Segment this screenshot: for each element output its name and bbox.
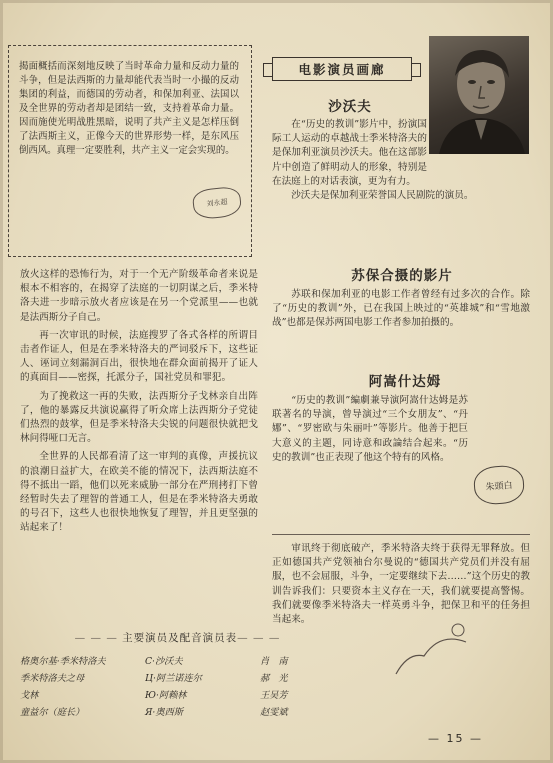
cast-actor: C·沙沃夫 bbox=[145, 656, 183, 667]
director-heading: 阿嵩什达姆 bbox=[368, 374, 442, 390]
artist-stamp: 刘永超 bbox=[192, 186, 243, 221]
cast-actor: Я·奥西斯 bbox=[145, 707, 183, 718]
left-column bbox=[20, 268, 258, 540]
actor-profile bbox=[272, 118, 532, 203]
left-paragraph: 全世界的人民都看清了这一审判的真像，声援抗议的浪潮日益扩大，在欧美不能的情况下，法西斯法庭不得不抵出一蹈，他们以死来威胁一部分在严刑拷打下曾经暂时失去了理智的普通工人，但是在季米特洛夫勇敢的号召下，这些人也很快地恢复了理智，并且更坚强的站起来了！ bbox=[20, 451, 258, 534]
cast-table-heading: — — — 主要演员及配音演员表 — — — bbox=[20, 630, 335, 645]
left-paragraph: 为了挽救这一再的失败，法西斯分子戈林亲自出阵了，他的暴露反共演说赢得了听众席上法西斯分子党徒们热烈的鼓掌，但是季米特洛夫尖锐的问题很快就把戈林问得哑口无言。 bbox=[20, 390, 258, 445]
co-production-text: 苏联和保加利亚的电影工作者曾经有过多次的合作。除了“历史的教训”外，已在我国上映过的“英雄城”和“雪地激战”也都是保苏两国电影工作者参加拍摄的。 bbox=[272, 289, 530, 329]
section-banner: 电影演员画廊 bbox=[272, 57, 412, 81]
page-number: — 15 — bbox=[428, 732, 483, 745]
cast-role: 戈林 bbox=[20, 690, 39, 701]
actor-heading: 沙沃夫 bbox=[328, 99, 372, 115]
cast-voice: 郝 光 bbox=[260, 673, 288, 684]
cast-role: 季米特洛夫之母 bbox=[20, 673, 85, 684]
co-production-heading: 苏保合摄的影片 bbox=[351, 268, 453, 284]
cast-voice: 肖 南 bbox=[260, 656, 288, 667]
left-paragraph: 放火这样的恐怖行为，对于一个无产阶级革命者来说是根本不相容的，在揭穿了法庭的一切阴谋之后，季米特洛夫进一步暗示放火者应该是在另一个党派里——也就是法西斯分子自己。 bbox=[20, 269, 258, 323]
divider bbox=[272, 534, 530, 535]
closing-text: 审讯终于彻底破产，季米特洛夫终于获得无罪释放。但正如德国共产党领袖台尔曼说的“德国共产党员们并没有屈服，也不会屈服，斗争，一定要继续下去……”这个历史的教训告诉我们：只要资本主义存在一天，我们就要提高警惕。我们就要像季米特洛夫一样英勇斗争，把保卫和平的任务担当起来。 bbox=[272, 543, 530, 626]
cast-actor: Ю·阿赖林 bbox=[145, 690, 187, 701]
cast-role: 格奥尔基·季米特洛夫 bbox=[20, 656, 106, 667]
cast-table bbox=[20, 630, 335, 721]
cast-row bbox=[20, 704, 335, 721]
decorative-illustration-icon bbox=[388, 612, 478, 682]
cast-voice: 赵雯斌 bbox=[260, 707, 288, 718]
boxed-article bbox=[8, 45, 252, 257]
boxed-article-text: 揭面概括而深刻地反映了当时革命力量和反动力量的斗争，但是法西斯的力量却能代表当时一小撮的反动集团的利益，而德国的劳动者，和保加利亚、法国以及全世界的劳动者却是团结一致，支持着革命力量。因而施使光明战胜黑暗，说明了共产主义是怎样压倒了法西斯主义，正像今天的世界形势一样，是东风压倒西风。真理一定要胜利，共产主义一定会实现的。 bbox=[19, 61, 239, 156]
director-profile-text: “历史的教训”編劇兼导演阿嵩什达姆是苏联著名的导演，曾导演过“三个女朋友”、“丹娜”、“罗密欧与朱丽叶”等影片。他善于把巨大意义的主题，同诗意和政論结合起来。“历史的教训”也正表现了他这个特有的风格。 bbox=[272, 395, 468, 463]
left-paragraph: 再一次审讯的时候，法庭搜罗了各式各样的所谓目击者作证人，但是在季米特洛夫的严词驳斥下，这些证人、诬词立刻漏洞百出，很快地在群众面前揭开了证人的真面目——密探，托派分子，国社党员和罪犯。 bbox=[20, 329, 258, 384]
cast-actor: Ц·阿兰诺连尔 bbox=[145, 673, 202, 684]
cast-role: 童益尔（庭长） bbox=[20, 707, 85, 718]
cast-voice: 王吴芳 bbox=[260, 690, 288, 701]
actor-profile-text: 在“历史的教训”影片中，扮演国际工人运动的卓越战士季米特洛夫的是保加利亚演员沙沃夫。他在这部影片中创造了鲜明动人的形象，特别是在法庭上的对话表演，更为有力。 bbox=[272, 119, 427, 187]
artist-stamp: 朱頭白 bbox=[473, 464, 526, 505]
actor-profile-text-2: 沙沃夫是保加利亚荣誉国人民剧院的演员。 bbox=[291, 190, 474, 202]
cast-row bbox=[20, 687, 335, 704]
cast-row bbox=[20, 670, 335, 687]
cast-row bbox=[20, 653, 335, 670]
